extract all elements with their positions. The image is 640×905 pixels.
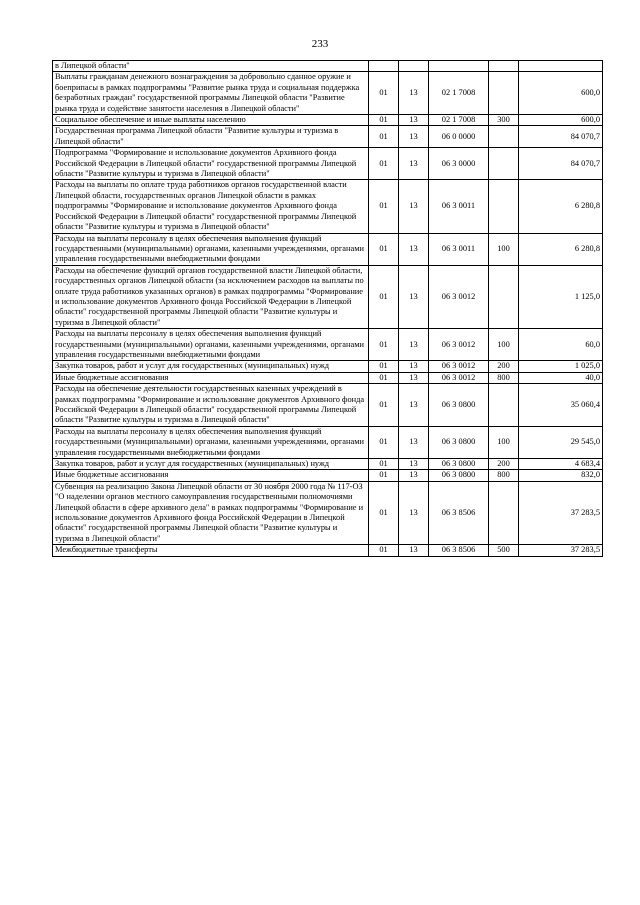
item-name: Расходы на выплаты персоналу в целях обеспечения выполнения функций государственными (муниципальными) органами, казенными учреждениями, органами управления государственными внебюджетными фондами (53, 426, 369, 458)
expense-type-code: 100 (489, 329, 519, 361)
amount: 35 060,4 (519, 384, 603, 427)
item-name: Расходы на обеспечение функций органов государственной власти Липецкой области, государственных органов Липецкой области (за исключением расходов на выплаты по оплате труда работников указанных органов) в рамках подпрограммы "Формирование и использование документов Архивного фонда Российской Федерации в Липецкой области" государственной программы Липецкой области "Развитие культуры и туризма в Липецкой области" (53, 265, 369, 328)
subsection-code (399, 61, 429, 72)
item-name: Расходы на выплаты по оплате труда работников органов государственной власти Липецкой области, государственных органов Липецкой области в рамках подпрограммы "Формирование и использование документов Архивного фонда Российской Федерации в Липецкой области" государственной программы Липецкой области "Развитие культуры и туризма в Липецкой области" (53, 180, 369, 233)
budget-table-body (53, 61, 603, 557)
amount: 4 683,4 (519, 459, 603, 470)
target-article-code: 02 1 7008 (429, 115, 489, 126)
table-row (53, 372, 603, 383)
section-code: 01 (369, 329, 399, 361)
section-code: 01 (369, 265, 399, 328)
section-code: 01 (369, 180, 399, 233)
page-number: 233 (311, 38, 329, 50)
item-name: Государственная программа Липецкой области "Развитие культуры и туризма в Липецкой области" (53, 126, 369, 148)
subsection-code: 13 (399, 545, 429, 556)
table-row (53, 545, 603, 556)
table-row (53, 115, 603, 126)
table-row (53, 459, 603, 470)
expense-type-code (489, 126, 519, 148)
subsection-code: 13 (399, 148, 429, 180)
expense-type-code: 300 (489, 115, 519, 126)
item-name: Расходы на выплаты персоналу в целях обеспечения выполнения функций государственными (муниципальными) органами, казенными учреждениями, органами управления государственными внебюджетными фондами (53, 233, 369, 265)
amount: 6 280,8 (519, 233, 603, 265)
item-name: Закупка товаров, работ и услуг для государственных (муниципальных) нужд (53, 361, 369, 372)
subsection-code: 13 (399, 470, 429, 481)
expense-type-code (489, 61, 519, 72)
expense-type-code (489, 384, 519, 427)
target-article-code: 06 3 0012 (429, 361, 489, 372)
expense-type-code: 800 (489, 372, 519, 383)
amount: 600,0 (519, 72, 603, 115)
subsection-code: 13 (399, 459, 429, 470)
table-row (53, 265, 603, 328)
section-code: 01 (369, 372, 399, 383)
section-code: 01 (369, 233, 399, 265)
section-code: 01 (369, 459, 399, 470)
subsection-code: 13 (399, 384, 429, 427)
target-article-code: 06 3 0011 (429, 180, 489, 233)
amount: 37 283,5 (519, 545, 603, 556)
expense-type-code: 500 (489, 545, 519, 556)
expense-type-code: 200 (489, 459, 519, 470)
table-row (53, 426, 603, 458)
expense-type-code (489, 180, 519, 233)
expense-type-code (489, 148, 519, 180)
amount: 1 125,0 (519, 265, 603, 328)
amount: 832,0 (519, 470, 603, 481)
item-name: Социальное обеспечение и иные выплаты населению (53, 115, 369, 126)
table-row (53, 384, 603, 427)
amount: 6 280,8 (519, 180, 603, 233)
table-row (53, 72, 603, 115)
subsection-code: 13 (399, 72, 429, 115)
table-row (53, 481, 603, 544)
section-code: 01 (369, 384, 399, 427)
item-name: Иные бюджетные ассигнования (53, 372, 369, 383)
section-code (369, 61, 399, 72)
expense-type-code: 800 (489, 470, 519, 481)
expense-type-code (489, 72, 519, 115)
target-article-code: 02 1 7008 (429, 72, 489, 115)
section-code: 01 (369, 470, 399, 481)
subsection-code: 13 (399, 233, 429, 265)
table-row (53, 470, 603, 481)
expense-type-code: 100 (489, 233, 519, 265)
expense-type-code (489, 481, 519, 544)
amount: 600,0 (519, 115, 603, 126)
item-name: Межбюджетные трансферты (53, 545, 369, 556)
target-article-code: 06 3 0800 (429, 459, 489, 470)
amount: 1 025,0 (519, 361, 603, 372)
amount: 37 283,5 (519, 481, 603, 544)
subsection-code: 13 (399, 372, 429, 383)
expense-type-code (489, 265, 519, 328)
section-code: 01 (369, 481, 399, 544)
item-name: Расходы на выплаты персоналу в целях обеспечения выполнения функций государственными (муниципальными) органами, казенными учреждениями, органами управления государственными внебюджетными фондами (53, 329, 369, 361)
amount: 84 070,7 (519, 148, 603, 180)
amount: 29 545,0 (519, 426, 603, 458)
expense-type-code: 200 (489, 361, 519, 372)
section-code: 01 (369, 148, 399, 180)
target-article-code: 06 3 0012 (429, 372, 489, 383)
item-name: Подпрограмма "Формирование и использование документов Архивного фонда Российской Федерации в Липецкой области" государственной программы Липецкой области "Развитие культуры и туризма в Липецкой области" (53, 148, 369, 180)
target-article-code: 06 3 0011 (429, 233, 489, 265)
target-article-code: 06 0 0000 (429, 126, 489, 148)
table-row (53, 126, 603, 148)
item-name: Субвенция на реализацию Закона Липецкой области от 30 ноября 2000 года № 117-ОЗ "О наделении органов местного самоуправления государственными полномочиями Липецкой области в сфере архивного дела" в рамках подпрограммы "Формирование и использование документов Архивного фонда Российской Федерации в Липецкой области" государственной программы Липецкой области "Развитие культуры и туризма в Липецкой области" (53, 481, 369, 544)
budget-table (52, 60, 603, 557)
section-code: 01 (369, 72, 399, 115)
target-article-code: 06 3 0000 (429, 148, 489, 180)
subsection-code: 13 (399, 180, 429, 233)
subsection-code: 13 (399, 361, 429, 372)
target-article-code: 06 3 0800 (429, 384, 489, 427)
amount: 84 070,7 (519, 126, 603, 148)
target-article-code (429, 61, 489, 72)
subsection-code: 13 (399, 481, 429, 544)
table-row (53, 180, 603, 233)
subsection-code: 13 (399, 115, 429, 126)
item-name: Выплаты гражданам денежного вознаграждения за добровольно сданное оружие и боеприпасы в рамках подпрограммы "Развитие рынка труда и социальная поддержка безработных граждан" государственной программы Липецкой области "Развитие рынка труда и содействие занятости населения в Липецкой области" (53, 72, 369, 115)
subsection-code: 13 (399, 126, 429, 148)
amount: 40,0 (519, 372, 603, 383)
table-row (53, 233, 603, 265)
subsection-code: 13 (399, 329, 429, 361)
section-code: 01 (369, 426, 399, 458)
subsection-code: 13 (399, 265, 429, 328)
item-name: Закупка товаров, работ и услуг для государственных (муниципальных) нужд (53, 459, 369, 470)
target-article-code: 06 3 0800 (429, 470, 489, 481)
expense-type-code: 100 (489, 426, 519, 458)
table-row (53, 361, 603, 372)
target-article-code: 06 3 8506 (429, 481, 489, 544)
section-code: 01 (369, 115, 399, 126)
section-code: 01 (369, 361, 399, 372)
item-name: Расходы на обеспечение деятельности государственных казенных учреждений в рамках подпрограммы "Формирование и использование документов Архивного фонда Российской Федерации в Липецкой области" государственной программы Липецкой области "Развитие культуры и туризма в Липецкой области" (53, 384, 369, 427)
target-article-code: 06 3 0012 (429, 329, 489, 361)
item-name: в Липецкой области" (53, 61, 369, 72)
item-name: Иные бюджетные ассигнования (53, 470, 369, 481)
target-article-code: 06 3 0800 (429, 426, 489, 458)
target-article-code: 06 3 8506 (429, 545, 489, 556)
section-code: 01 (369, 545, 399, 556)
table-row (53, 329, 603, 361)
amount (519, 61, 603, 72)
section-code: 01 (369, 126, 399, 148)
target-article-code: 06 3 0012 (429, 265, 489, 328)
subsection-code: 13 (399, 426, 429, 458)
table-row (53, 61, 603, 72)
table-row (53, 148, 603, 180)
amount: 60,0 (519, 329, 603, 361)
